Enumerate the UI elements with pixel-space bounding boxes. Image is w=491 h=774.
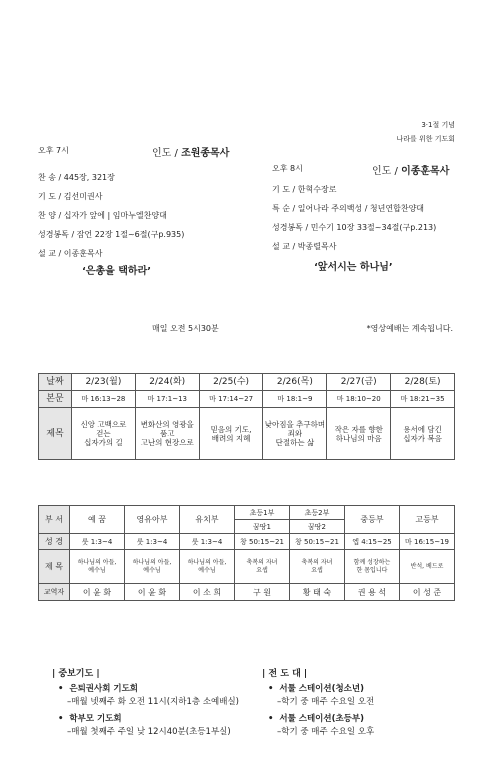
table-cell: 본문 xyxy=(39,391,72,408)
table-header-cell: 2/27(금) xyxy=(327,374,391,391)
table-cell: 룻 1:3~4 xyxy=(125,534,180,550)
table-header-cell: 2/24(화) xyxy=(135,374,199,391)
table-cell: 교역자 xyxy=(39,584,70,601)
list-item: • 학부모 기도회 xyxy=(58,714,122,724)
table-cell: 용서에 담긴 십자가 복음 xyxy=(391,408,455,460)
table-cell: 제목 xyxy=(39,408,72,460)
order-row: 설 교 / 박종렬목사 xyxy=(272,242,337,251)
table-cell: 이 윤 화 xyxy=(125,584,180,601)
mission-section-title: | 전 도 대 | xyxy=(262,669,308,679)
table-cell: 마 18:21~35 xyxy=(391,391,455,408)
table-cell: 성 경 xyxy=(39,534,70,550)
dawn-time: 매일 오전 5시30분 xyxy=(152,324,219,333)
table-header-cell: 고등부 xyxy=(400,506,455,534)
table-header-cell: 2/25(수) xyxy=(199,374,263,391)
table-cell: 엡 4:15~25 xyxy=(345,534,400,550)
right-leader-name: 이종훈목사 xyxy=(401,166,450,177)
table-cell: 창 50:15~21 xyxy=(290,534,345,550)
left-service-leader: 인도 / 조원종목사 xyxy=(152,148,230,159)
dawn-note: *영상예배는 계속됩니다. xyxy=(366,324,453,333)
order-row: 특 순 / 일어나라 주의백성 / 청년연합찬양대 xyxy=(272,204,425,213)
table-cell: 이 윤 화 xyxy=(70,584,125,601)
list-item-sub: –매월 첫째주 주일 낮 12시40분(초등1부실) xyxy=(67,727,231,737)
order-row: 찬 송 / 445장, 321장 xyxy=(38,173,115,182)
table-cell: 창 50:15~21 xyxy=(235,534,290,550)
table-row xyxy=(39,374,455,391)
table-header-cell: 2/23(월) xyxy=(72,374,136,391)
table-cell: 권 용 석 xyxy=(345,584,400,601)
table-header-cell: 유치부 xyxy=(180,506,235,534)
table-header-cell: 꿈땅1 xyxy=(235,520,290,534)
table-header-cell: 부 서 xyxy=(39,506,70,534)
right-sermon-title: ‘앞서시는 하나님’ xyxy=(314,262,393,273)
left-service-order xyxy=(38,168,184,263)
table-cell: 작은 자를 향한 하나님의 마음 xyxy=(327,408,391,460)
table-header-cell: 날짜 xyxy=(39,374,72,391)
table-header-cell: 초등1부 xyxy=(235,506,290,520)
table-cell: 이 성 준 xyxy=(400,584,455,601)
order-row: 성경봉독 / 민수기 10장 33절~34절(구p.213) xyxy=(272,223,437,232)
table-cell: 하나님의 아들, 예수님 xyxy=(180,550,235,584)
table-header-cell: 2/26(목) xyxy=(263,374,327,391)
school-schedule-table xyxy=(38,505,455,601)
table-header-cell: 영유아부 xyxy=(125,506,180,534)
order-row: 기 도 / 김선미권사 xyxy=(38,192,103,201)
table-cell: 축복의 자녀 요셉 xyxy=(290,550,345,584)
list-item-sub: –학기 중 매주 수요일 오전 xyxy=(277,697,375,707)
list-item: • 서툴 스테이션(초등부) xyxy=(268,714,364,724)
table-cell: 믿음의 기도, 배려의 지혜 xyxy=(199,408,263,460)
order-row: 설 교 / 이종훈목사 xyxy=(38,249,103,258)
table-header-cell: 중등부 xyxy=(345,506,400,534)
left-service-time: 오후 7시 xyxy=(38,146,69,155)
table-cell: 마 16:13~28 xyxy=(72,391,136,408)
table-cell: 제 목 xyxy=(39,550,70,584)
table-cell: 하나님의 아들, 예수님 xyxy=(70,550,125,584)
mission-list xyxy=(268,683,374,739)
table-header-cell: 초등2부 xyxy=(290,506,345,520)
table-row xyxy=(39,506,455,520)
event-title xyxy=(396,120,455,144)
list-item-sub: –매월 넷째주 화 오전 11시(지하1층 소예배실) xyxy=(67,697,239,707)
table-header-cell: 꿈땅2 xyxy=(290,520,345,534)
table-cell: 마 17:1~13 xyxy=(135,391,199,408)
table-row xyxy=(39,534,455,550)
right-service-order xyxy=(272,180,436,256)
list-item: • 서툴 스테이션(청소년) xyxy=(268,684,364,694)
table-cell: 룻 1:3~4 xyxy=(70,534,125,550)
table-header-cell: 예 꿈 xyxy=(70,506,125,534)
table-cell: 하나님의 아들, 예수님 xyxy=(125,550,180,584)
event-title-line2: 나라를 위한 기도회 xyxy=(396,135,455,143)
order-row: 성경봉독 / 잠언 22장 1절~6절(구p.935) xyxy=(38,230,185,239)
table-cell: 마 16:15~19 xyxy=(400,534,455,550)
right-service-leader: 인도 / 이종훈목사 xyxy=(372,166,450,177)
table-row xyxy=(39,584,455,601)
table-header-cell: 2/28(토) xyxy=(391,374,455,391)
event-title-line1: 3·1절 기념 xyxy=(421,121,455,129)
list-item-sub: –학기 중 매주 수요일 오후 xyxy=(277,727,375,737)
right-service-time: 오후 8시 xyxy=(272,164,303,173)
left-leader-name: 조원종목사 xyxy=(181,148,230,159)
table-row xyxy=(39,408,455,460)
table-cell: 함께 성장하는 한 몸입니다 xyxy=(345,550,400,584)
table-cell: 신앙 고백으로 걷는 십자가의 길 xyxy=(72,408,136,460)
table-cell: 이 소 희 xyxy=(180,584,235,601)
table-cell: 변화산의 영광을 품고 고난의 현장으로 xyxy=(135,408,199,460)
left-sermon-title: ‘은총을 택하라’ xyxy=(82,266,152,277)
prayer-list xyxy=(58,683,239,739)
table-cell: 마 18:1~9 xyxy=(263,391,327,408)
table-cell: 황 태 숙 xyxy=(290,584,345,601)
table-row xyxy=(39,391,455,408)
table-cell: 축복의 자녀 요셉 xyxy=(235,550,290,584)
dawn-schedule-table xyxy=(38,373,455,460)
table-cell: 마 18:10~20 xyxy=(327,391,391,408)
table-cell: 마 17:14~27 xyxy=(199,391,263,408)
order-row: 찬 양 / 십자가 앞에 | 임마누엘찬양대 xyxy=(38,211,167,220)
table-cell: 낮아짐을 추구하며 죄와 단절하는 삶 xyxy=(263,408,327,460)
order-row: 기 도 / 한혁수장로 xyxy=(272,185,337,194)
table-cell: 반석, 베드로 xyxy=(400,550,455,584)
prayer-section-title: | 중보기도 | xyxy=(52,669,100,679)
table-row xyxy=(39,550,455,584)
table-cell: 룻 1:3~4 xyxy=(180,534,235,550)
table-cell: 구 원 xyxy=(235,584,290,601)
list-item: • 은퇴권사회 기도회 xyxy=(58,684,139,694)
